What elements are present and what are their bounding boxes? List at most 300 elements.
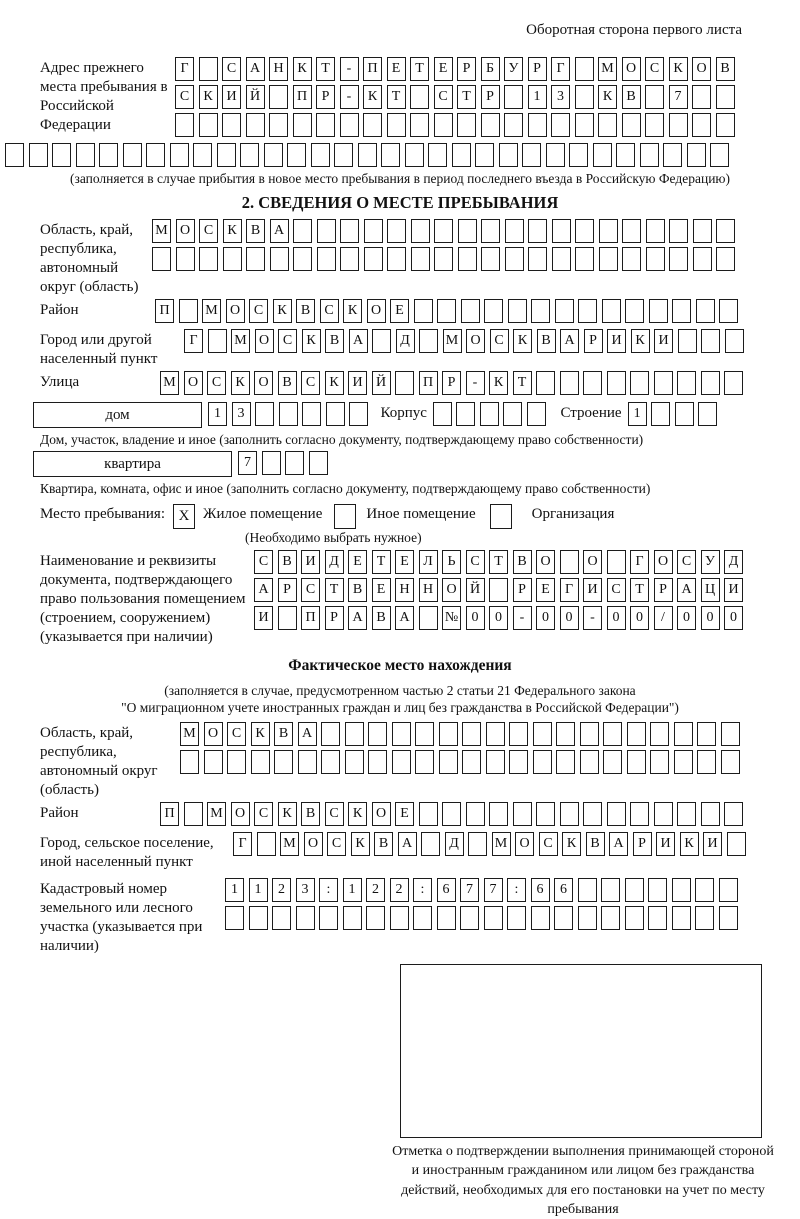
char-box[interactable] [414, 299, 433, 323]
char-box[interactable] [695, 878, 714, 902]
char-box[interactable]: 6 [531, 878, 550, 902]
char-box[interactable]: К [199, 85, 218, 109]
char-box[interactable] [296, 906, 315, 930]
char-box[interactable] [719, 878, 738, 902]
char-box[interactable] [701, 371, 720, 395]
char-box[interactable] [560, 802, 579, 826]
char-box[interactable]: О [254, 371, 273, 395]
char-box[interactable] [607, 550, 626, 574]
char-box[interactable] [293, 113, 312, 137]
char-box[interactable] [716, 85, 735, 109]
stay-type-checkbox-residential[interactable]: X [173, 504, 195, 529]
char-box[interactable] [603, 722, 622, 746]
char-box[interactable]: Р [316, 85, 335, 109]
char-box[interactable] [146, 143, 165, 167]
char-box[interactable]: А [677, 578, 696, 602]
char-box[interactable] [678, 329, 697, 353]
char-box[interactable]: : [319, 878, 338, 902]
char-box[interactable] [599, 219, 618, 243]
char-box[interactable]: В [622, 85, 641, 109]
char-box[interactable]: 0 [560, 606, 579, 630]
char-box[interactable] [687, 143, 706, 167]
char-box[interactable]: С [325, 802, 344, 826]
char-box[interactable] [630, 371, 649, 395]
char-box[interactable] [287, 143, 306, 167]
char-box[interactable] [627, 750, 646, 774]
char-box[interactable] [387, 247, 406, 271]
char-box[interactable] [504, 85, 523, 109]
char-box[interactable] [343, 906, 362, 930]
char-box[interactable] [285, 451, 304, 475]
char-box[interactable]: Е [395, 802, 414, 826]
char-box[interactable] [366, 906, 385, 930]
char-box[interactable] [513, 802, 532, 826]
char-box[interactable]: А [398, 832, 417, 856]
char-box[interactable]: Р [442, 371, 461, 395]
char-box[interactable] [442, 802, 461, 826]
char-box[interactable]: М [280, 832, 299, 856]
char-box[interactable]: 1 [628, 402, 647, 426]
actual-city-row[interactable] [233, 832, 750, 856]
char-box[interactable] [298, 750, 317, 774]
char-box[interactable]: : [413, 878, 432, 902]
char-box[interactable]: 0 [630, 606, 649, 630]
char-box[interactable]: К [363, 85, 382, 109]
char-box[interactable]: К [231, 371, 250, 395]
char-box[interactable] [452, 143, 471, 167]
char-box[interactable]: А [298, 722, 317, 746]
char-box[interactable]: К [513, 329, 532, 353]
char-box[interactable]: Т [372, 550, 391, 574]
stay-type-checkbox-other-premises[interactable] [334, 504, 356, 529]
char-box[interactable]: С [301, 371, 320, 395]
char-box[interactable] [358, 143, 377, 167]
char-box[interactable] [180, 750, 199, 774]
char-box[interactable] [217, 143, 236, 167]
char-box[interactable]: 0 [489, 606, 508, 630]
char-box[interactable] [293, 219, 312, 243]
char-box[interactable] [625, 906, 644, 930]
char-box[interactable]: Ц [701, 578, 720, 602]
char-box[interactable]: Д [724, 550, 743, 574]
char-box[interactable]: И [348, 371, 367, 395]
char-box[interactable] [716, 247, 735, 271]
char-box[interactable] [204, 750, 223, 774]
char-box[interactable] [349, 402, 368, 426]
char-box[interactable]: Е [536, 578, 555, 602]
char-box[interactable]: О [583, 550, 602, 574]
char-box[interactable]: О [255, 329, 274, 353]
char-box[interactable] [556, 750, 575, 774]
char-box[interactable] [509, 750, 528, 774]
char-box[interactable]: О [515, 832, 534, 856]
char-box[interactable] [692, 113, 711, 137]
char-box[interactable] [334, 143, 353, 167]
char-box[interactable]: С [434, 85, 453, 109]
char-box[interactable]: К [631, 329, 650, 353]
char-box[interactable]: В [513, 550, 532, 574]
char-box[interactable]: И [703, 832, 722, 856]
char-box[interactable] [648, 906, 667, 930]
char-box[interactable] [481, 219, 500, 243]
char-box[interactable] [411, 247, 430, 271]
char-box[interactable] [578, 906, 597, 930]
actual-district-row[interactable] [160, 802, 748, 826]
char-box[interactable] [439, 722, 458, 746]
char-box[interactable]: С [278, 329, 297, 353]
char-box[interactable] [654, 802, 673, 826]
char-box[interactable]: Й [466, 578, 485, 602]
char-box[interactable] [654, 371, 673, 395]
char-box[interactable] [533, 750, 552, 774]
char-box[interactable]: М [598, 57, 617, 81]
char-box[interactable] [340, 247, 359, 271]
char-box[interactable]: И [656, 832, 675, 856]
actual-region-row-2[interactable] [180, 750, 744, 774]
char-box[interactable]: А [254, 578, 273, 602]
char-box[interactable]: 0 [677, 606, 696, 630]
char-box[interactable] [583, 371, 602, 395]
char-box[interactable]: С [490, 329, 509, 353]
char-box[interactable]: - [513, 606, 532, 630]
char-box[interactable] [616, 143, 635, 167]
char-box[interactable]: О [176, 219, 195, 243]
char-box[interactable] [309, 451, 328, 475]
char-box[interactable] [503, 402, 522, 426]
prev-address-row-2[interactable] [175, 85, 739, 109]
char-box[interactable]: 3 [296, 878, 315, 902]
char-box[interactable] [696, 299, 715, 323]
char-box[interactable] [326, 402, 345, 426]
char-box[interactable] [630, 802, 649, 826]
char-box[interactable] [480, 402, 499, 426]
char-box[interactable] [410, 113, 429, 137]
char-box[interactable] [677, 802, 696, 826]
char-box[interactable]: Т [489, 550, 508, 574]
char-box[interactable]: С [301, 578, 320, 602]
char-box[interactable]: 0 [536, 606, 555, 630]
house-number-row[interactable] [208, 402, 373, 426]
char-box[interactable] [262, 451, 281, 475]
char-box[interactable]: О [204, 722, 223, 746]
char-box[interactable] [411, 219, 430, 243]
char-box[interactable]: О [536, 550, 555, 574]
char-box[interactable] [578, 299, 597, 323]
char-box[interactable]: О [226, 299, 245, 323]
char-box[interactable]: Г [184, 329, 203, 353]
char-box[interactable]: Т [513, 371, 532, 395]
char-box[interactable]: С [207, 371, 226, 395]
char-box[interactable]: К [669, 57, 688, 81]
street-row[interactable] [160, 371, 748, 395]
char-box[interactable]: С [227, 722, 246, 746]
char-box[interactable] [528, 219, 547, 243]
char-box[interactable]: Т [410, 57, 429, 81]
char-box[interactable] [522, 143, 541, 167]
char-box[interactable] [583, 802, 602, 826]
char-box[interactable] [721, 750, 740, 774]
char-box[interactable] [716, 219, 735, 243]
char-box[interactable] [701, 802, 720, 826]
char-box[interactable]: Й [372, 371, 391, 395]
char-box[interactable]: С [677, 550, 696, 574]
char-box[interactable]: 1 [343, 878, 362, 902]
char-box[interactable]: 0 [701, 606, 720, 630]
char-box[interactable] [481, 113, 500, 137]
char-box[interactable] [317, 247, 336, 271]
char-box[interactable]: М [202, 299, 221, 323]
char-box[interactable] [622, 113, 641, 137]
char-box[interactable]: К [562, 832, 581, 856]
cadastral-row-2[interactable] [225, 906, 742, 930]
char-box[interactable] [486, 750, 505, 774]
char-box[interactable] [499, 143, 518, 167]
prev-address-row-4[interactable] [0, 143, 800, 167]
char-box[interactable]: В [325, 329, 344, 353]
char-box[interactable] [170, 143, 189, 167]
char-box[interactable] [311, 143, 330, 167]
char-box[interactable]: - [466, 371, 485, 395]
char-box[interactable] [508, 299, 527, 323]
char-box[interactable] [622, 247, 641, 271]
char-box[interactable]: Е [434, 57, 453, 81]
char-box[interactable]: В [716, 57, 735, 81]
char-box[interactable]: Т [316, 57, 335, 81]
char-box[interactable] [272, 906, 291, 930]
char-box[interactable]: И [724, 578, 743, 602]
char-box[interactable]: Т [325, 578, 344, 602]
char-box[interactable]: К [223, 219, 242, 243]
char-box[interactable] [578, 878, 597, 902]
char-box[interactable] [123, 143, 142, 167]
char-box[interactable] [607, 371, 626, 395]
char-box[interactable] [199, 57, 218, 81]
char-box[interactable] [415, 722, 434, 746]
char-box[interactable]: К [278, 802, 297, 826]
char-box[interactable] [580, 750, 599, 774]
char-box[interactable]: К [251, 722, 270, 746]
char-box[interactable] [433, 402, 452, 426]
char-box[interactable] [603, 750, 622, 774]
char-box[interactable] [468, 832, 487, 856]
char-box[interactable]: Г [175, 57, 194, 81]
char-box[interactable] [625, 299, 644, 323]
char-box[interactable]: Д [396, 329, 415, 353]
char-box[interactable]: Р [278, 578, 297, 602]
char-box[interactable] [646, 219, 665, 243]
char-box[interactable]: В [246, 219, 265, 243]
char-box[interactable]: Г [560, 578, 579, 602]
char-box[interactable]: А [270, 219, 289, 243]
char-box[interactable] [489, 578, 508, 602]
char-box[interactable]: М [180, 722, 199, 746]
char-box[interactable]: С [645, 57, 664, 81]
char-box[interactable] [255, 402, 274, 426]
char-box[interactable] [527, 402, 546, 426]
char-box[interactable] [321, 750, 340, 774]
char-box[interactable] [727, 832, 746, 856]
char-box[interactable]: - [340, 85, 359, 109]
char-box[interactable] [392, 722, 411, 746]
char-box[interactable]: 1 [528, 85, 547, 109]
document-row-3[interactable] [254, 606, 748, 630]
char-box[interactable]: 7 [460, 878, 479, 902]
char-box[interactable]: К [325, 371, 344, 395]
char-box[interactable] [316, 113, 335, 137]
char-box[interactable] [364, 219, 383, 243]
char-box[interactable] [340, 113, 359, 137]
region-row-1[interactable] [152, 219, 740, 243]
char-box[interactable]: 2 [272, 878, 291, 902]
char-box[interactable] [437, 906, 456, 930]
char-box[interactable] [607, 802, 626, 826]
char-box[interactable]: - [583, 606, 602, 630]
char-box[interactable] [458, 247, 477, 271]
char-box[interactable] [317, 219, 336, 243]
char-box[interactable] [556, 722, 575, 746]
char-box[interactable] [293, 247, 312, 271]
char-box[interactable]: Р [584, 329, 603, 353]
char-box[interactable] [575, 85, 594, 109]
char-box[interactable]: С [327, 832, 346, 856]
cadastral-row-1[interactable] [225, 878, 742, 902]
char-box[interactable]: Н [395, 578, 414, 602]
char-box[interactable] [677, 371, 696, 395]
char-box[interactable]: И [301, 550, 320, 574]
char-box[interactable]: Т [387, 85, 406, 109]
char-box[interactable]: О [304, 832, 323, 856]
char-box[interactable]: О [692, 57, 711, 81]
char-box[interactable] [345, 722, 364, 746]
char-box[interactable] [693, 219, 712, 243]
char-box[interactable] [381, 143, 400, 167]
char-box[interactable] [504, 113, 523, 137]
char-box[interactable]: М [207, 802, 226, 826]
char-box[interactable] [227, 750, 246, 774]
char-box[interactable]: Е [395, 550, 414, 574]
char-box[interactable]: 6 [437, 878, 456, 902]
char-box[interactable] [650, 750, 669, 774]
char-box[interactable] [387, 113, 406, 137]
char-box[interactable] [199, 113, 218, 137]
char-box[interactable] [724, 802, 743, 826]
char-box[interactable] [466, 802, 485, 826]
char-box[interactable] [222, 113, 241, 137]
char-box[interactable] [697, 722, 716, 746]
char-box[interactable] [698, 402, 717, 426]
char-box[interactable]: О [622, 57, 641, 81]
char-box[interactable] [421, 832, 440, 856]
char-box[interactable] [462, 750, 481, 774]
char-box[interactable] [246, 113, 265, 137]
char-box[interactable] [345, 750, 364, 774]
char-box[interactable] [531, 906, 550, 930]
char-box[interactable]: 6 [554, 878, 573, 902]
char-box[interactable]: М [160, 371, 179, 395]
char-box[interactable] [269, 113, 288, 137]
char-box[interactable] [257, 832, 276, 856]
char-box[interactable]: 2 [390, 878, 409, 902]
char-box[interactable] [669, 219, 688, 243]
char-box[interactable]: А [395, 606, 414, 630]
char-box[interactable]: Р [633, 832, 652, 856]
char-box[interactable] [484, 906, 503, 930]
char-box[interactable] [481, 247, 500, 271]
char-box[interactable] [419, 802, 438, 826]
char-box[interactable] [601, 878, 620, 902]
char-box[interactable] [462, 722, 481, 746]
char-box[interactable]: Р [457, 57, 476, 81]
char-box[interactable] [434, 219, 453, 243]
char-box[interactable]: К [489, 371, 508, 395]
apartment-type-box[interactable]: квартира [33, 451, 232, 477]
char-box[interactable]: Д [325, 550, 344, 574]
char-box[interactable] [598, 113, 617, 137]
char-box[interactable]: М [231, 329, 250, 353]
char-box[interactable]: : [507, 878, 526, 902]
char-box[interactable] [536, 802, 555, 826]
char-box[interactable]: О [231, 802, 250, 826]
char-box[interactable]: В [537, 329, 556, 353]
char-box[interactable] [208, 329, 227, 353]
document-row-2[interactable] [254, 578, 748, 602]
actual-region-row-1[interactable] [180, 722, 744, 746]
char-box[interactable]: О [184, 371, 203, 395]
char-box[interactable]: К [680, 832, 699, 856]
char-box[interactable] [672, 906, 691, 930]
char-box[interactable]: Е [372, 578, 391, 602]
char-box[interactable]: В [301, 802, 320, 826]
house-type-box[interactable]: дом [33, 402, 202, 428]
prev-address-row-1[interactable] [175, 57, 739, 81]
char-box[interactable] [364, 247, 383, 271]
char-box[interactable] [419, 329, 438, 353]
char-box[interactable]: П [293, 85, 312, 109]
char-box[interactable] [193, 143, 212, 167]
char-box[interactable] [575, 219, 594, 243]
char-box[interactable]: О [466, 329, 485, 353]
char-box[interactable] [719, 906, 738, 930]
char-box[interactable] [601, 906, 620, 930]
char-box[interactable]: 3 [232, 402, 251, 426]
char-box[interactable] [507, 906, 526, 930]
char-box[interactable] [710, 143, 729, 167]
stroenie-row[interactable] [628, 402, 722, 426]
char-box[interactable]: И [583, 578, 602, 602]
document-row-1[interactable] [254, 550, 748, 574]
char-box[interactable] [536, 371, 555, 395]
char-box[interactable]: П [363, 57, 382, 81]
char-box[interactable] [152, 247, 171, 271]
stay-type-checkbox-organization[interactable] [490, 504, 512, 529]
char-box[interactable] [669, 247, 688, 271]
char-box[interactable]: Й [246, 85, 265, 109]
char-box[interactable] [724, 371, 743, 395]
char-box[interactable]: Т [457, 85, 476, 109]
char-box[interactable] [387, 219, 406, 243]
char-box[interactable] [340, 219, 359, 243]
char-box[interactable]: 7 [484, 878, 503, 902]
char-box[interactable] [663, 143, 682, 167]
char-box[interactable]: К [351, 832, 370, 856]
char-box[interactable] [456, 402, 475, 426]
char-box[interactable]: А [246, 57, 265, 81]
char-box[interactable] [184, 802, 203, 826]
prev-address-row-3[interactable] [175, 113, 739, 137]
char-box[interactable] [413, 906, 432, 930]
char-box[interactable] [99, 143, 118, 167]
char-box[interactable]: П [419, 371, 438, 395]
